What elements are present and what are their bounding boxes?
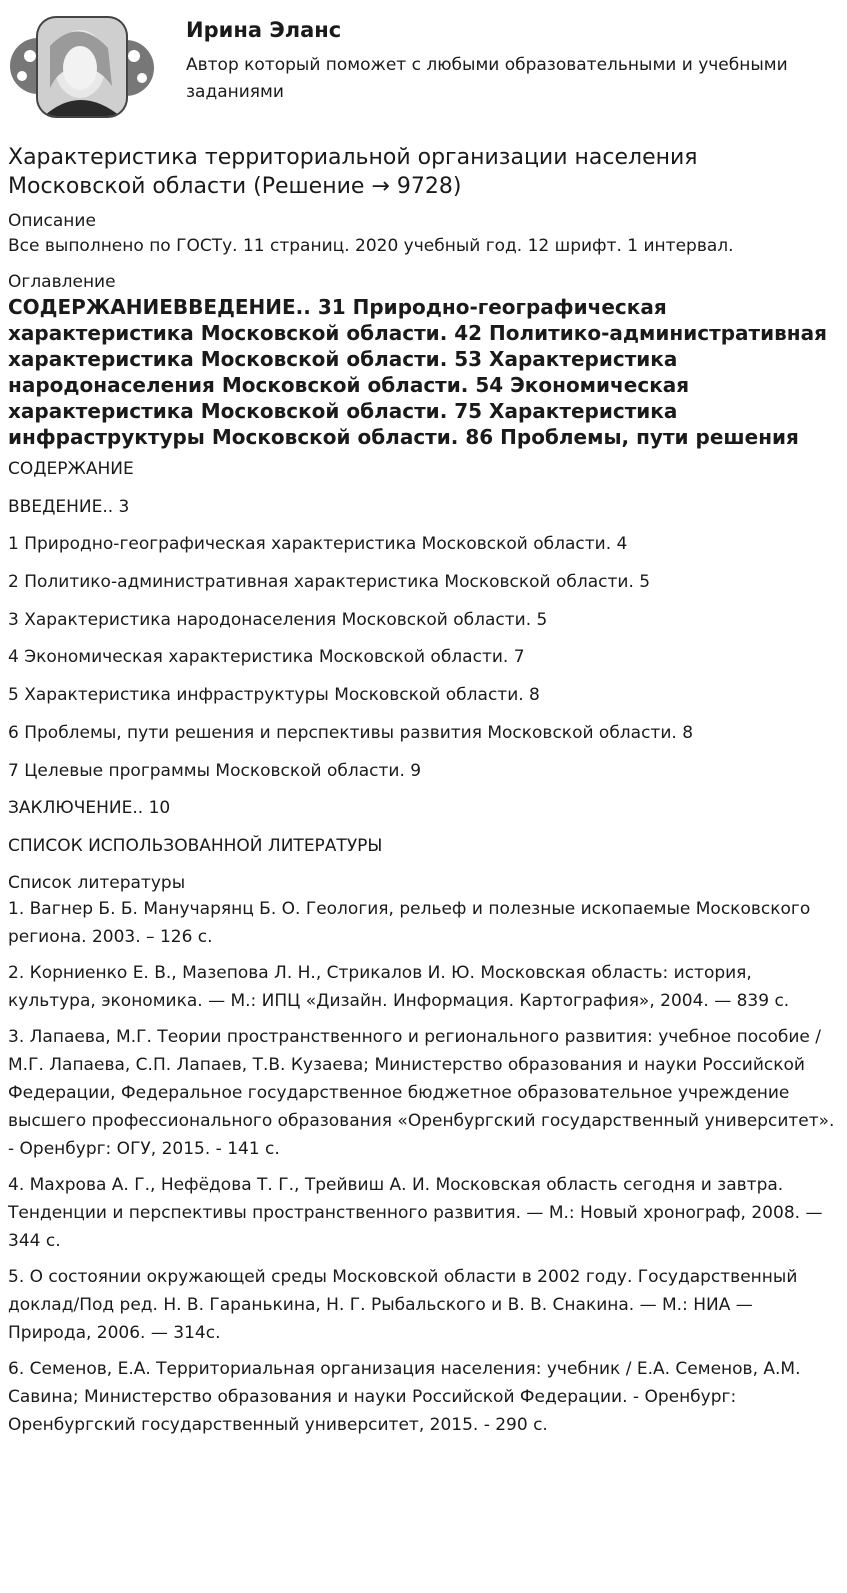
- document-title: Характеристика территориальной организации населения Московской области (Решение → 9728): [8, 145, 698, 199]
- author-description: Автор который поможет с любыми образовательными и учебными заданиями: [186, 55, 788, 102]
- literature-item: 4. Махрова А. Г., Нефёдова Т. Г., Трейвиш А. И. Московская область сегодня и завтра. Тенденции и перспективы пространственного развития. — М.: Новый хронограф, 2008. — 344 с.: [8, 1174, 823, 1251]
- document-content: [8, 143, 838, 1447]
- literature-label: Список литературы: [8, 872, 186, 893]
- literature-item: 3. Лапаева, М.Г. Теории пространственного и регионального развития: учебное пособие / М.Г. Лапаева, С.П. Лапаев, Т.В. Кузаева; Министерство образования и науки Российской Федерации, Федеральное государственное бюджетное образовательное учреждение высшего профессионального образования «Оренбургский государственный университет». - Оренбург: ОГУ, 2015. - 141 с.: [8, 1026, 835, 1159]
- literature-item: 2. Корниенко Е. В., Мазепова Л. Н., Стрикалов И. Ю. Московская область: история, культура, экономика. — М.: ИПЦ «Дизайн. Информация. Картография», 2004. — 839 с.: [8, 962, 790, 1011]
- author-name[interactable]: Ирина Эланс: [186, 18, 342, 42]
- toc-item: 6 Проблемы, пути решения и перспективы развития Московской области. 8: [8, 722, 694, 743]
- toc-item: СПИСОК ИСПОЛЬЗОВАННОЙ ЛИТЕРАТУРЫ: [8, 835, 383, 856]
- toc-item: 5 Характеристика инфраструктуры Московской области. 8: [8, 685, 540, 706]
- toc-list: [8, 456, 838, 859]
- toc-item: ВВЕДЕНИЕ.. 3: [8, 496, 130, 517]
- toc-summary: СОДЕРЖАНИЕВВЕДЕНИЕ.. 31 Природно-географическая характеристика Московской области. 42 Политико-административная характеристика Московской области. 53 Характеристика народонаселения Московской области. 54 Экономическая характеристика Московской области. 75 Характеристика инфраструктуры Московской области. 86 Проблемы, пути решения: [8, 295, 827, 449]
- toc-item: 2 Политико-административная характеристика Московской области. 5: [8, 572, 651, 593]
- literature-item: 6. Семенов, Е.А. Территориальная организация населения: учебник / Е.А. Семенов, А.М. Савина; Министерство образования и науки Российской Федерации. - Оренбург: Оренбургский государственный университет, 2015. - 290 с.: [8, 1358, 801, 1435]
- author-avatar[interactable]: [8, 6, 156, 126]
- literature-item: 1. Вагнер Б. Б. Манучарянц Б. О. Геология, рельеф и полезные ископаемые Московского региона. 2003. – 126 с.: [8, 898, 811, 947]
- toc-label: Оглавление: [8, 272, 116, 292]
- toc-item: 1 Природно-географическая характеристика Московской области. 4: [8, 534, 628, 555]
- toc-item: СОДЕРЖАНИЕ: [8, 459, 134, 479]
- literature-list: [8, 895, 838, 1439]
- toc-item: 4 Экономическая характеристика Московской области. 7: [8, 647, 525, 668]
- description-label: Описание: [8, 211, 96, 231]
- author-card: [8, 6, 838, 126]
- toc-item: 3 Характеристика народонаселения Московской области. 5: [8, 609, 548, 630]
- toc-item: 7 Целевые программы Московской области. 9: [8, 760, 422, 781]
- description-text: Все выполнено по ГОСТу. 11 страниц. 2020 учебный год. 12 шрифт. 1 интервал.: [8, 236, 734, 256]
- toc-item: ЗАКЛЮЧЕНИЕ.. 10: [8, 798, 171, 819]
- literature-item: 5. О состоянии окружающей среды Московской области в 2002 году. Государственный доклад/Под ред. Н. В. Гаранькина, Н. Г. Рыбальского и В. В. Снакина. — М.: НИА — Природа, 2006. — 314с.: [8, 1266, 798, 1343]
